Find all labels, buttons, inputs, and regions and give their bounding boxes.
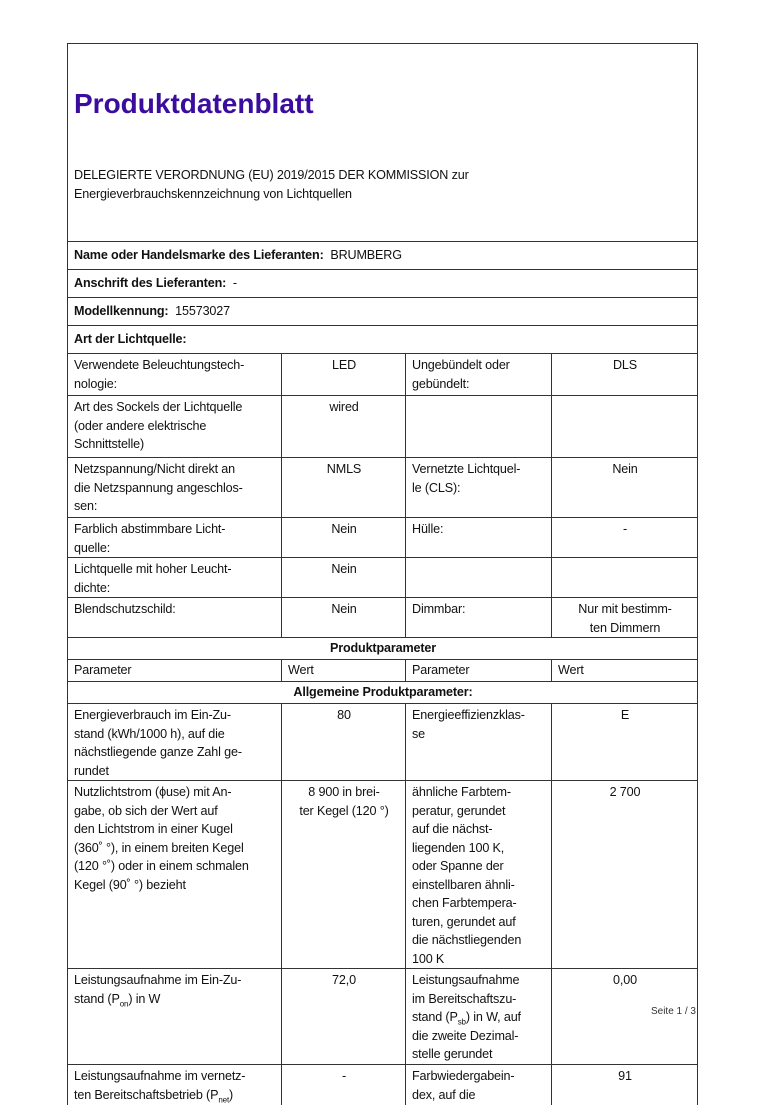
param-row	[68, 704, 698, 781]
light-source-type-label: Art der Lichtquelle:	[68, 326, 698, 354]
header-row	[68, 44, 698, 242]
cell	[406, 396, 552, 458]
cell-text: ) in W	[128, 991, 161, 1006]
cell	[552, 396, 698, 458]
cell: Hülle:	[406, 518, 552, 558]
cell: ähnliche Farbtem- peratur, gerundet auf die nächst- liegenden 100 K, oder Spanne der einstellbaren ähnli- chen Farbtempera- turen, gerundet auf die nächstliegenden 100 K	[406, 781, 552, 969]
cell: Nur mit bestimm- ten Dimmern	[552, 598, 698, 638]
cell-text: Leistungsaufnahme im Ein-Zu- stand (P	[74, 973, 242, 1006]
cell: Farbwiedergabein- dex, auf die	[406, 1065, 552, 1105]
product-params-heading-row	[68, 638, 698, 660]
cell-text: ) in W, auf die zweite Dezimal- stelle gerundet	[412, 1010, 521, 1061]
type-row	[68, 396, 698, 458]
param-row	[68, 1065, 698, 1105]
cell: Verwendete Beleuchtungstech- nologie:	[68, 354, 282, 396]
cell	[68, 969, 282, 1065]
cell: Nein	[282, 598, 406, 638]
supplier-value: BRUMBERG	[330, 248, 402, 262]
cell: 80	[282, 704, 406, 781]
param-row	[68, 969, 698, 1065]
cell	[68, 1065, 282, 1105]
column-header-row	[68, 660, 698, 682]
page-title: Produktdatenblatt	[74, 88, 314, 119]
light-source-type-row	[68, 326, 698, 354]
cell: Nein	[282, 558, 406, 598]
cell	[406, 558, 552, 598]
column-header: Wert	[282, 660, 406, 682]
subscript: sb	[457, 1017, 466, 1027]
page-number: Seite 1 / 3	[650, 1006, 696, 1017]
regulation-subtitle: DELEGIERTE VERORDNUNG (EU) 2019/2015 DER KOMMISSION zur Energieverbrauchskennzeichnung von Lichtquellen	[74, 168, 469, 201]
cell: NMLS	[282, 458, 406, 518]
supplier-row	[68, 242, 698, 270]
cell: E	[552, 704, 698, 781]
cell: 91	[552, 1065, 698, 1105]
cell: wired	[282, 396, 406, 458]
cell: Nutzlichtstrom (ϕuse) mit An- gabe, ob sich der Wert auf den Lichtstrom in einer Kugel (360˚ °), in einem breiten Kegel (120 °˚) oder in einem schmalen Kegel (90˚ °) bezieht	[68, 781, 282, 969]
param-row	[68, 781, 698, 969]
general-heading-row	[68, 682, 698, 704]
cell: 8 900 in brei- ter Kegel (120 °)	[282, 781, 406, 969]
cell: Energieverbrauch im Ein-Zu- stand (kWh/1000 h), auf die nächstliegende ganze Zahl ge- rundet	[68, 704, 282, 781]
column-header: Parameter	[406, 660, 552, 682]
product-params-heading: Produktparameter	[68, 638, 698, 660]
subscript: on	[119, 999, 129, 1009]
cell: -	[282, 1065, 406, 1105]
cell: Nein	[282, 518, 406, 558]
column-header: Parameter	[68, 660, 282, 682]
cell: Nein	[552, 458, 698, 518]
model-label: Modellkennung:	[74, 304, 169, 318]
supplier-label: Name oder Handelsmarke des Lieferanten:	[74, 248, 324, 262]
cell: Farblich abstimmbare Licht- quelle:	[68, 518, 282, 558]
type-row	[68, 598, 698, 638]
cell: Vernetzte Lichtquel- le (CLS):	[406, 458, 552, 518]
type-row	[68, 458, 698, 518]
cell: Lichtquelle mit hoher Leucht- dichte:	[68, 558, 282, 598]
general-heading: Allgemeine Produktparameter:	[68, 682, 698, 704]
subscript: net	[218, 1095, 230, 1105]
model-row	[68, 298, 698, 326]
cell: Dimmbar:	[406, 598, 552, 638]
cell: 72,0	[282, 969, 406, 1065]
address-value: -	[232, 276, 237, 290]
address-label: Anschrift des Lieferanten:	[74, 276, 227, 290]
cell: 0,00	[552, 969, 698, 1065]
cell	[406, 969, 552, 1065]
cell-text: Leistungsaufnahme im Bereitschaftszu- stand (P	[412, 973, 520, 1024]
cell: -	[552, 518, 698, 558]
cell: Ungebündelt oder gebündelt:	[406, 354, 552, 396]
address-row	[68, 270, 698, 298]
cell-text: )	[229, 1087, 234, 1102]
datasheet	[67, 43, 698, 1105]
cell	[552, 558, 698, 598]
cell: DLS	[552, 354, 698, 396]
cell: Blendschutzschild:	[68, 598, 282, 638]
model-value: 15573027	[175, 304, 230, 318]
cell-text: Leistungsaufnahme im vernetz- ten Bereitschaftsbetrieb (P	[74, 1069, 246, 1102]
cell: Energieeffizienzklas- se	[406, 704, 552, 781]
cell: Art des Sockels der Lichtquelle (oder andere elektrische Schnittstelle)	[68, 396, 282, 458]
type-row	[68, 354, 698, 396]
column-header: Wert	[552, 660, 698, 682]
cell: Netzspannung/Nicht direkt an die Netzspannung angeschlos- sen:	[68, 458, 282, 518]
cell: LED	[282, 354, 406, 396]
datasheet-table	[67, 43, 698, 1105]
type-row	[68, 518, 698, 558]
cell: 2 700	[552, 781, 698, 969]
type-row	[68, 558, 698, 598]
